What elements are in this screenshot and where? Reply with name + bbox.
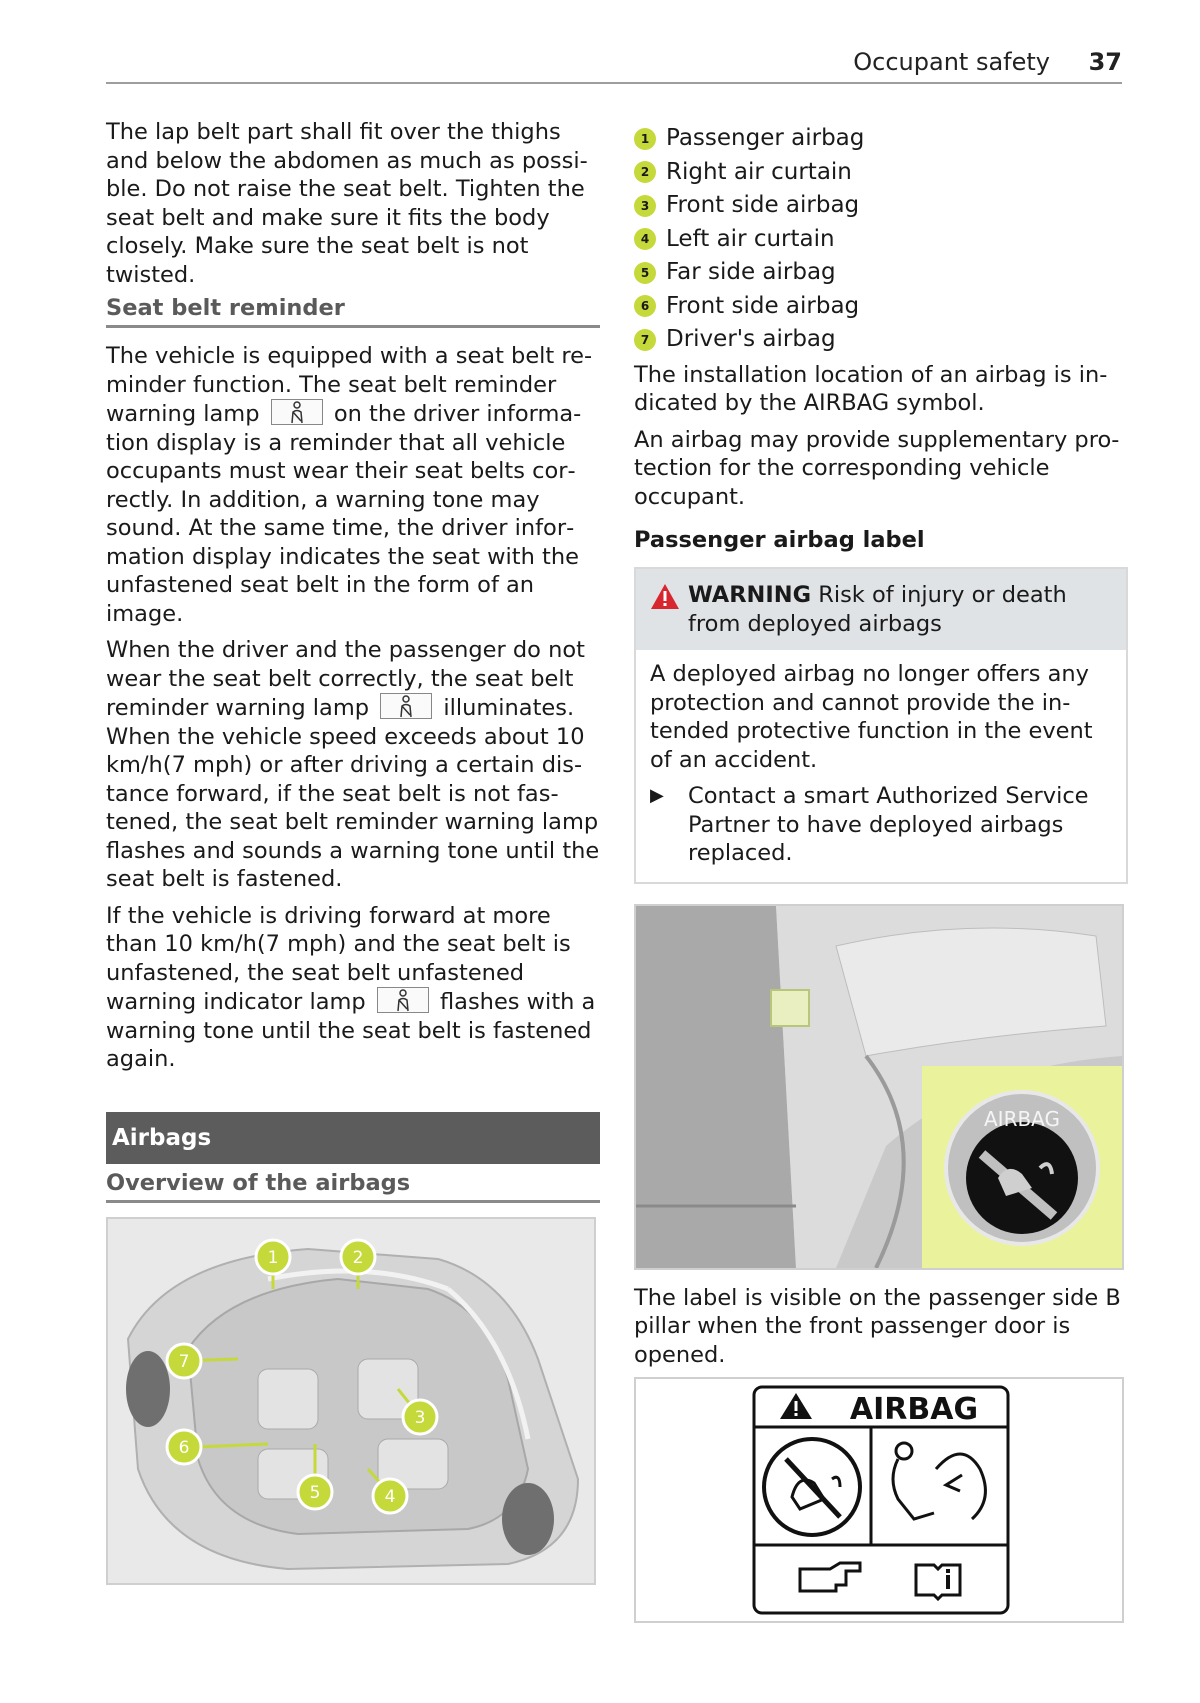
legend-number: 5 bbox=[634, 262, 656, 284]
page-header bbox=[106, 44, 1122, 84]
diagram-marker-3 bbox=[403, 1400, 437, 1434]
svg-text:6: 6 bbox=[178, 1437, 190, 1458]
airbag-legend-list bbox=[634, 122, 1128, 357]
warning-text: A deployed airbag no longer offers any protection and cannot provide the intended protective function in the event of an accident. bbox=[650, 661, 1093, 773]
svg-text:7: 7 bbox=[178, 1351, 190, 1372]
seat-belt-lamp-icon bbox=[271, 399, 323, 425]
page-number: 37 bbox=[1088, 48, 1122, 76]
list-item: 7 Driver's airbag bbox=[634, 323, 1128, 357]
label-airbag-title: AIRBAG bbox=[849, 1392, 979, 1427]
svg-text:1: 1 bbox=[267, 1247, 279, 1268]
airbag-label-diagram bbox=[634, 1377, 1124, 1623]
list-item: 6 Front side airbag bbox=[634, 290, 1128, 324]
diagram-marker-7 bbox=[167, 1344, 201, 1378]
reminder-paragraph-3: If the vehicle is driving forward at more than 10 km/h(7 mph) and the seat belt is unfastened, the seat belt unfastened warning indicator lamp flashes with a warning tone until the seat belt is fastened again. bbox=[106, 902, 596, 1072]
svg-text:3: 3 bbox=[414, 1407, 426, 1428]
svg-text:5: 5 bbox=[309, 1482, 321, 1503]
car-illustration bbox=[108, 1219, 594, 1583]
legend-number: 7 bbox=[634, 329, 656, 351]
warning-triangle-icon bbox=[650, 583, 680, 610]
passenger-airbag-label-heading: Passenger airbag label bbox=[634, 527, 925, 553]
seat-belt-reminder-heading: Seat belt reminder bbox=[106, 293, 600, 328]
legend-number: 6 bbox=[634, 295, 656, 317]
reminder-paragraph-1: The vehicle is equipped with a seat belt reminder function. The seat belt reminder warning lamp on the driver information display is a reminder that all vehicle occupants must wear their seat belts correctly. In addition, a warning tone may sound. At the same time, the driver information display indicates the seat with the unfastened seat belt in the form of an image. bbox=[106, 343, 593, 627]
airbags-section-band: Airbags bbox=[106, 1112, 600, 1164]
legend-number: 4 bbox=[634, 228, 656, 250]
list-item: 5 Far side airbag bbox=[634, 256, 1128, 290]
bullet-arrow-icon: ▶ bbox=[650, 785, 664, 806]
airbag-overview-diagram bbox=[106, 1217, 596, 1585]
reminder-paragraph-2: When the driver and the passenger do not wear the seat belt correctly, the seat belt reminder warning lamp illuminates. When the vehicle speed exceeds about 10 km/h(7 mph) or after driving a certain distance forward, if the seat belt is not fastened, the seat belt reminder warning lamp flashes and sounds a warning tone until the seat belt is fastened. bbox=[106, 637, 600, 892]
svg-text:4: 4 bbox=[384, 1486, 396, 1507]
supplement-paragraph: An airbag may provide supplementary protection for the corresponding vehicle occupant. bbox=[634, 426, 1120, 510]
label-caption: The label is visible on the passenger side B pillar when the front passenger door is opened. bbox=[634, 1284, 1121, 1368]
install-paragraph: The installation location of an airbag is indicated by the AIRBAG symbol. bbox=[634, 361, 1108, 416]
diagram-marker-5 bbox=[298, 1475, 332, 1509]
list-item: 3 Front side airbag bbox=[634, 189, 1128, 223]
svg-text:2: 2 bbox=[352, 1247, 364, 1268]
warning-body bbox=[636, 650, 1126, 882]
legend-number: 2 bbox=[634, 161, 656, 183]
diagram-marker-2 bbox=[341, 1240, 375, 1274]
warning-title: Risk of injury or death from deployed airbags bbox=[688, 582, 1067, 637]
diagram-marker-6 bbox=[167, 1430, 201, 1464]
seat-belt-lamp-icon bbox=[377, 987, 429, 1013]
section-title: Occupant safety bbox=[853, 48, 1050, 76]
warning-box bbox=[634, 567, 1128, 884]
list-item: 2 Right air curtain bbox=[634, 156, 1128, 190]
warning-keyword: WARNING bbox=[688, 582, 812, 608]
right-column bbox=[634, 122, 1128, 1623]
left-column bbox=[106, 118, 600, 1585]
overview-heading: Overview of the airbags bbox=[106, 1168, 600, 1203]
diagram-marker-1 bbox=[256, 1240, 290, 1274]
b-pillar-photo bbox=[634, 904, 1124, 1270]
list-item: 1 Passenger airbag bbox=[634, 122, 1128, 156]
seat-belt-lamp-icon bbox=[380, 693, 432, 719]
legend-number: 3 bbox=[634, 195, 656, 217]
diagram-marker-4 bbox=[373, 1479, 407, 1513]
intro-paragraph: The lap belt part shall fit over the thighs and below the abdomen as much as possible. Do not raise the seat belt. Tighten the seat belt and make sure it fits the body closely. Make sure the seat belt is not twisted. bbox=[106, 119, 588, 288]
sticker-airbag-text: AIRBAG bbox=[983, 1106, 1061, 1131]
list-item: 4 Left air curtain bbox=[634, 223, 1128, 257]
warning-action: ▶ Contact a smart Authorized Service Partner to have deployed airbags replaced. bbox=[650, 783, 1089, 866]
legend-number: 1 bbox=[634, 128, 656, 150]
warning-header bbox=[636, 569, 1126, 650]
